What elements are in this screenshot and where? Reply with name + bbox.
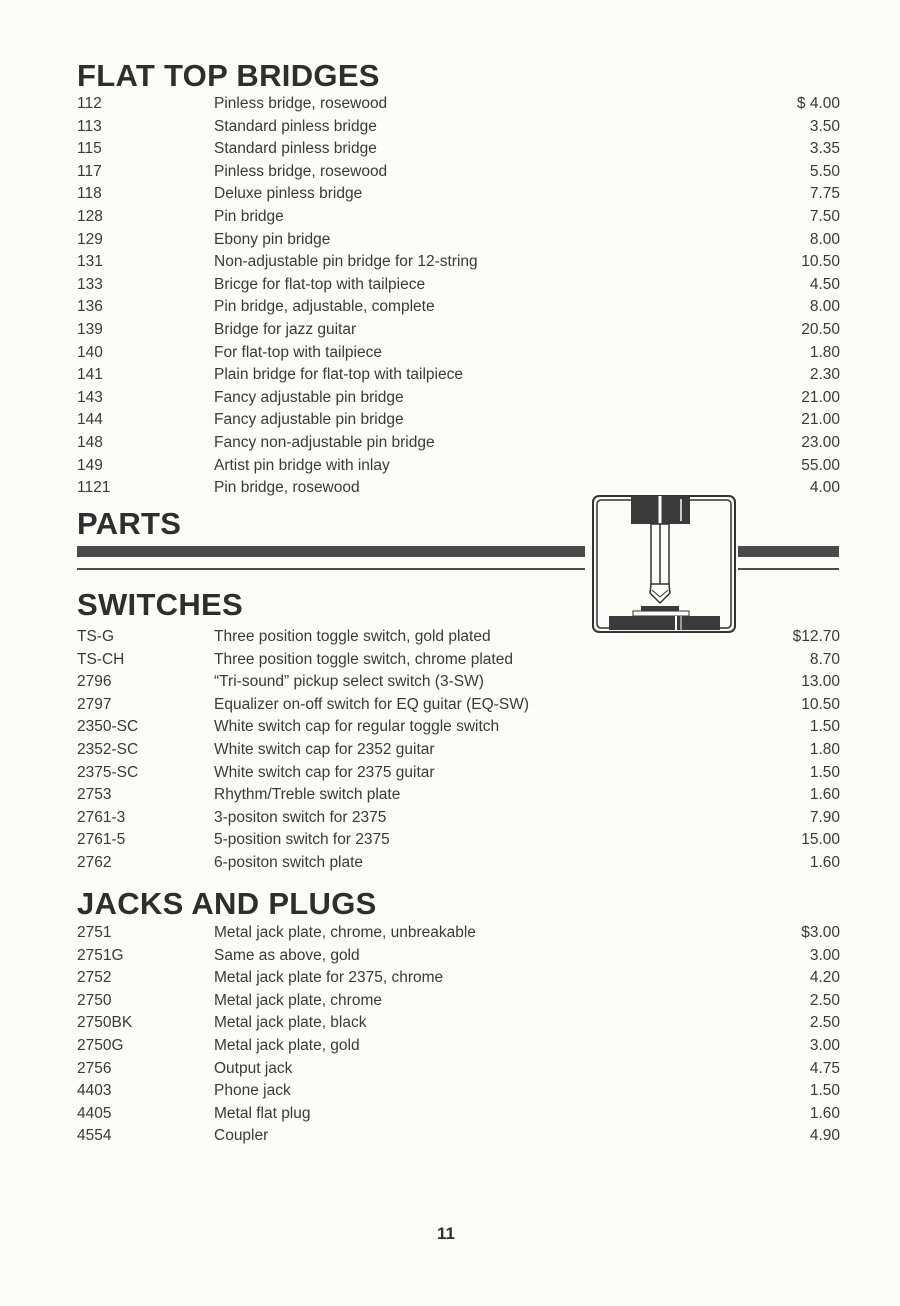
item-price: 7.75 xyxy=(809,185,840,203)
item-desc: White switch cap for regular toggle switch xyxy=(214,718,500,736)
item-code: 2750BK xyxy=(77,1014,133,1032)
switches-table xyxy=(77,626,840,875)
item-code: 144 xyxy=(77,411,103,429)
item-code: 139 xyxy=(77,320,103,338)
item-code: 131 xyxy=(77,253,103,271)
item-price: 1.50 xyxy=(809,718,840,736)
item-price: 3.35 xyxy=(809,140,840,158)
item-desc: Standard pinless bridge xyxy=(214,117,377,135)
item-desc: Non-adjustable pin bridge for 12-string xyxy=(214,253,478,271)
item-price: 1.60 xyxy=(809,1104,840,1122)
item-desc: Metal flat plug xyxy=(214,1104,311,1122)
item-desc: Metal jack plate, chrome, unbreakable xyxy=(214,924,476,941)
item-code: 129 xyxy=(77,230,103,248)
item-price: 3.00 xyxy=(809,1036,840,1054)
parts-thick-rule xyxy=(77,546,585,557)
item-desc: Pinless bridge, rosewood xyxy=(214,95,388,112)
item-code: 2762 xyxy=(77,853,112,871)
item-desc: Pin bridge xyxy=(214,207,284,225)
item-desc: Artist pin bridge with inlay xyxy=(214,456,390,474)
item-desc: Plain bridge for flat-top with tailpiece xyxy=(214,366,463,384)
section-title-parts: PARTS xyxy=(77,506,182,541)
item-desc: Ebony pin bridge xyxy=(214,230,331,248)
item-code: TS-G xyxy=(77,628,115,645)
item-desc: Pin bridge, adjustable, complete xyxy=(214,298,435,316)
item-code: 148 xyxy=(77,433,103,451)
item-desc: “Tri-sound” pickup select switch (3-SW) xyxy=(214,673,484,691)
section-title-jacks-and-plugs: JACKS AND PLUGS xyxy=(77,886,377,921)
jacks-and-plugs-table xyxy=(77,922,840,1148)
item-price: 4.90 xyxy=(809,1127,840,1145)
table-row xyxy=(77,1103,840,1126)
item-code: 149 xyxy=(77,456,103,474)
item-code: 2751G xyxy=(77,946,124,964)
table-row xyxy=(77,229,840,252)
table-row xyxy=(77,161,840,184)
item-price: 1.60 xyxy=(809,786,840,804)
item-price: 4.75 xyxy=(809,1059,840,1077)
item-price: $12.70 xyxy=(792,628,840,645)
item-desc: Rhythm/Treble switch plate xyxy=(214,786,401,804)
table-row xyxy=(77,739,840,762)
item-price: 2.30 xyxy=(809,366,840,384)
item-code: 115 xyxy=(77,140,102,158)
table-row xyxy=(77,1080,840,1103)
table-row xyxy=(77,432,840,455)
item-price: 3.00 xyxy=(809,946,840,964)
item-price: 4.00 xyxy=(809,479,840,497)
table-row xyxy=(77,967,840,990)
item-code: 2761-5 xyxy=(77,831,126,849)
table-row xyxy=(77,183,840,206)
item-desc: Three position toggle switch, gold plated xyxy=(214,628,491,645)
item-desc: White switch cap for 2375 guitar xyxy=(214,763,435,781)
table-row xyxy=(77,387,840,410)
item-code: 4405 xyxy=(77,1104,112,1122)
table-row xyxy=(77,922,840,945)
section-title-switches: SWITCHES xyxy=(77,587,244,622)
item-desc: 6-positon switch plate xyxy=(214,853,364,871)
item-code: 1121 xyxy=(77,479,111,497)
page-number: 11 xyxy=(437,1224,455,1243)
parts-thick-rule-right xyxy=(738,546,839,557)
table-row xyxy=(77,1125,840,1148)
table-row xyxy=(77,93,840,116)
item-price: 2.50 xyxy=(809,1014,840,1032)
item-desc: Fancy non-adjustable pin bridge xyxy=(214,433,435,451)
item-desc: Equalizer on-off switch for EQ guitar (EQ-SW) xyxy=(214,695,529,713)
item-price: 1.50 xyxy=(809,1082,840,1100)
item-price: 1.80 xyxy=(809,343,840,361)
item-price: 8.70 xyxy=(809,650,840,668)
item-desc: Metal jack plate for 2375, chrome xyxy=(214,969,444,987)
item-price: 1.50 xyxy=(809,763,840,781)
item-price: 7.90 xyxy=(809,808,840,826)
item-desc: Output jack xyxy=(214,1059,293,1077)
item-code: 136 xyxy=(77,298,103,316)
table-row xyxy=(77,206,840,229)
item-code: 117 xyxy=(77,162,102,180)
item-price: 3.50 xyxy=(809,117,840,135)
item-desc: Deluxe pinless bridge xyxy=(214,185,363,203)
item-code: 2797 xyxy=(77,695,112,713)
item-desc: Pinless bridge, rosewood xyxy=(214,162,388,180)
item-price: 5.50 xyxy=(809,162,840,180)
item-desc: Pin bridge, rosewood xyxy=(214,479,360,497)
item-desc: Bridge for jazz guitar xyxy=(214,320,357,338)
item-code: 112 xyxy=(77,95,102,112)
item-price: $3.00 xyxy=(801,924,840,941)
item-price: 10.50 xyxy=(801,253,840,271)
item-price: 4.50 xyxy=(809,275,840,293)
item-code: 4554 xyxy=(77,1127,112,1145)
item-code: TS-CH xyxy=(77,650,125,668)
table-row xyxy=(77,296,840,319)
table-row xyxy=(77,716,840,739)
item-price: 10.50 xyxy=(801,695,840,713)
table-row xyxy=(77,807,840,830)
item-price: 23.00 xyxy=(801,433,840,451)
table-row xyxy=(77,455,840,478)
item-desc: Bricge for flat-top with tailpiece xyxy=(214,275,426,293)
item-code: 2750 xyxy=(77,991,112,1009)
table-row xyxy=(77,784,840,807)
item-code: 2796 xyxy=(77,673,112,691)
table-row xyxy=(77,409,840,432)
bridge-cross-section-icon xyxy=(590,493,738,635)
item-code: 140 xyxy=(77,343,103,361)
item-price: 2.50 xyxy=(809,991,840,1009)
item-price: 55.00 xyxy=(801,456,840,474)
table-row xyxy=(77,1035,840,1058)
item-code: 2753 xyxy=(77,786,112,804)
table-row xyxy=(77,1058,840,1081)
table-row xyxy=(77,694,840,717)
item-price: 20.50 xyxy=(801,320,840,338)
item-code: 133 xyxy=(77,275,103,293)
item-code: 2751 xyxy=(77,924,112,941)
item-desc: Fancy adjustable pin bridge xyxy=(214,388,404,406)
flat-top-bridges-table xyxy=(77,93,840,500)
item-desc: Fancy adjustable pin bridge xyxy=(214,411,404,429)
item-code: 2350-SC xyxy=(77,718,139,736)
item-desc: 3-positon switch for 2375 xyxy=(214,808,387,826)
table-row xyxy=(77,116,840,139)
table-row xyxy=(77,342,840,365)
item-desc: Metal jack plate, black xyxy=(214,1014,367,1032)
item-price: 15.00 xyxy=(801,831,840,849)
table-row xyxy=(77,762,840,785)
item-price: 4.20 xyxy=(809,969,840,987)
item-price: 8.00 xyxy=(809,230,840,248)
item-desc: For flat-top with tailpiece xyxy=(214,343,382,361)
item-code: 2375-SC xyxy=(77,763,139,781)
item-price: 1.80 xyxy=(809,740,840,758)
section-title-flat-top-bridges: FLAT TOP BRIDGES xyxy=(77,58,380,93)
table-row xyxy=(77,829,840,852)
item-desc: 5-position switch for 2375 xyxy=(214,831,390,849)
item-code: 2761-3 xyxy=(77,808,126,826)
item-desc: Phone jack xyxy=(214,1082,291,1100)
item-code: 2752 xyxy=(77,969,112,987)
item-price: 7.50 xyxy=(809,207,840,225)
item-desc: Three position toggle switch, chrome plated xyxy=(214,650,513,668)
item-desc: White switch cap for 2352 guitar xyxy=(214,740,435,758)
item-code: 141 xyxy=(77,366,103,384)
table-row xyxy=(77,251,840,274)
parts-thin-rule xyxy=(77,568,585,570)
item-code: 2756 xyxy=(77,1059,112,1077)
table-row xyxy=(77,852,840,875)
item-desc: Standard pinless bridge xyxy=(214,140,377,158)
item-price: 21.00 xyxy=(801,388,840,406)
table-row xyxy=(77,626,840,649)
table-row xyxy=(77,649,840,672)
table-row xyxy=(77,1012,840,1035)
item-price: 21.00 xyxy=(801,411,840,429)
parts-thin-rule-right xyxy=(738,568,839,570)
item-code: 2352-SC xyxy=(77,740,139,758)
item-desc: Metal jack plate, gold xyxy=(214,1036,360,1054)
table-row xyxy=(77,364,840,387)
item-price: 13.00 xyxy=(801,673,840,691)
item-code: 143 xyxy=(77,388,103,406)
table-row xyxy=(77,274,840,297)
item-price: 8.00 xyxy=(809,298,840,316)
item-code: 2750G xyxy=(77,1036,124,1054)
item-code: 128 xyxy=(77,207,103,225)
item-code: 118 xyxy=(77,185,102,203)
table-row xyxy=(77,990,840,1013)
table-row xyxy=(77,945,840,968)
table-row xyxy=(77,138,840,161)
item-price: 1.60 xyxy=(809,853,840,871)
item-price: $ 4.00 xyxy=(796,95,840,112)
item-code: 113 xyxy=(77,117,102,135)
item-desc: Metal jack plate, chrome xyxy=(214,991,382,1009)
item-desc: Same as above, gold xyxy=(214,946,360,964)
item-desc: Coupler xyxy=(214,1127,269,1145)
item-code: 4403 xyxy=(77,1082,112,1100)
table-row xyxy=(77,671,840,694)
table-row xyxy=(77,319,840,342)
